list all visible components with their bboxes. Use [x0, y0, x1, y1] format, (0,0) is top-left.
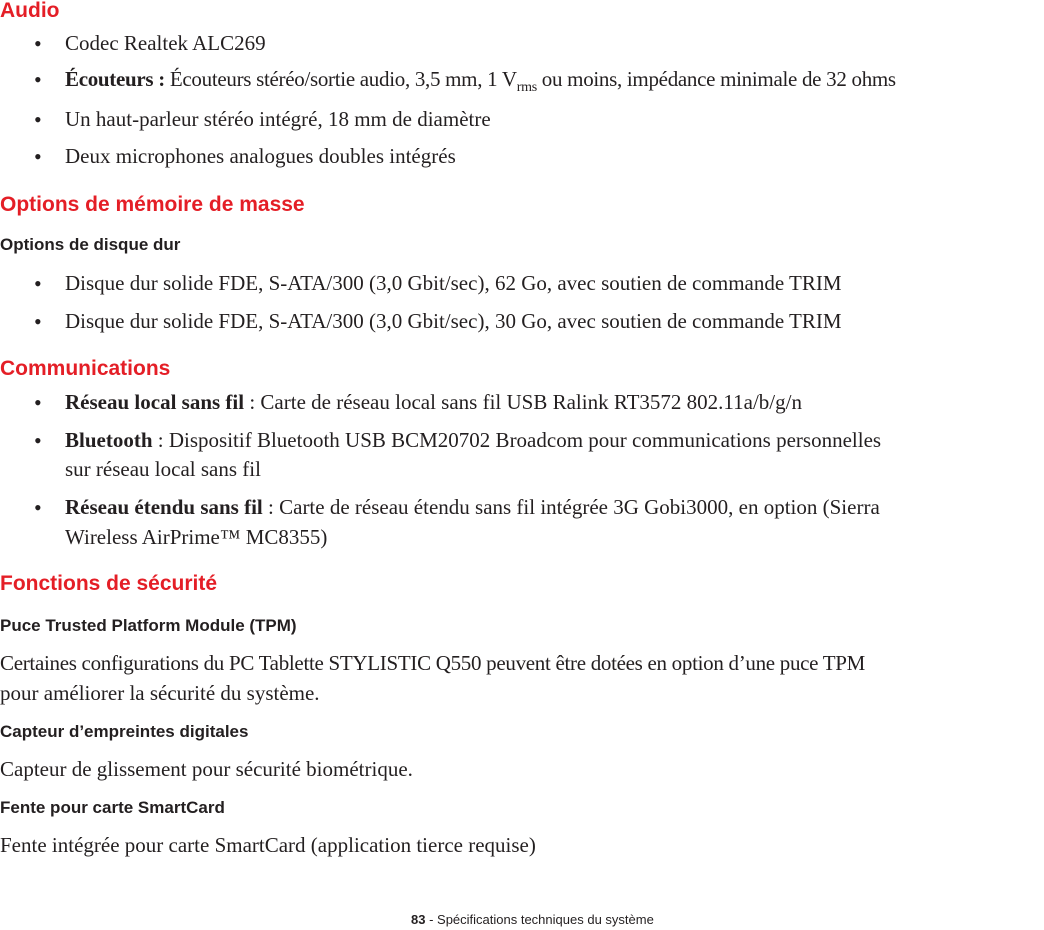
audio-item-headphones — [65, 67, 896, 95]
page-number: 83 — [411, 912, 426, 927]
bullet-icon: • — [34, 107, 42, 132]
subheading-hard-disk: Options de disque dur — [0, 235, 181, 254]
comm-item-wlan-term: Réseau local sans fil — [65, 390, 245, 414]
comm-item-wwan-text: : Carte de réseau étendu sans fil intégrée 3G Gobi3000, en option (Sierra — [262, 495, 880, 519]
bullet-icon: • — [34, 144, 42, 169]
audio-item-headphones-text-end: ou moins, impédance minimale de 32 ohms — [536, 67, 896, 91]
comm-item-bluetooth-term: Bluetooth — [65, 428, 153, 452]
bullet-icon: • — [34, 390, 42, 415]
comm-item-bluetooth — [65, 430, 881, 451]
section-heading-audio: Audio — [0, 0, 60, 22]
bullet-icon: • — [34, 271, 42, 296]
subheading-smartcard: Fente pour carte SmartCard — [0, 798, 225, 817]
audio-item-headphones-sub: rms — [516, 80, 537, 95]
tpm-paragraph-line-1: Certaines configurations du PC Tablette STYLISTIC Q550 peuvent être dotées en option d’une puce TPM — [0, 651, 866, 675]
fingerprint-paragraph: Capteur de glissement pour sécurité biométrique. — [0, 757, 413, 781]
subheading-tpm: Puce Trusted Platform Module (TPM) — [0, 616, 297, 635]
audio-item-codec: Codec Realtek ALC269 — [65, 31, 266, 55]
bullet-icon: • — [34, 309, 42, 334]
section-heading-storage: Options de mémoire de masse — [0, 193, 305, 216]
storage-item-62gb: Disque dur solide FDE, S-ATA/300 (3,0 Gbit/sec), 62 Go, avec soutien de commande TRIM — [65, 271, 842, 295]
bullet-icon: • — [34, 428, 42, 453]
footer-title: - Spécifications techniques du système — [425, 912, 654, 927]
comm-item-wwan — [65, 497, 880, 518]
bullet-icon: • — [34, 495, 42, 520]
comm-item-bluetooth-text: : Dispositif Bluetooth USB BCM20702 Broadcom pour communications personnelles — [152, 428, 882, 452]
page-footer — [411, 913, 654, 926]
comm-item-bluetooth-continuation: sur réseau local sans fil — [65, 457, 261, 481]
comm-item-wwan-continuation: Wireless AirPrime™ MC8355) — [65, 525, 328, 549]
section-heading-communications: Communications — [0, 357, 171, 380]
section-heading-security: Fonctions de sécurité — [0, 572, 218, 595]
audio-item-microphones: Deux microphones analogues doubles intégrés — [65, 144, 456, 168]
bullet-icon: • — [34, 67, 42, 92]
audio-item-speaker: Un haut-parleur stéréo intégré, 18 mm de diamètre — [65, 107, 491, 131]
smartcard-paragraph: Fente intégrée pour carte SmartCard (application tierce requise) — [0, 833, 536, 857]
bullet-icon: • — [34, 31, 42, 56]
comm-item-wwan-term: Réseau étendu sans fil — [65, 495, 263, 519]
comm-item-wlan — [65, 392, 802, 413]
storage-item-30gb: Disque dur solide FDE, S-ATA/300 (3,0 Gbit/sec), 30 Go, avec soutien de commande TRIM — [65, 309, 842, 333]
audio-item-headphones-text: Écouteurs stéréo/sortie audio, 3,5 mm, 1 V — [164, 67, 517, 91]
comm-item-wlan-text: : Carte de réseau local sans fil USB Ralink RT3572 802.11a/b/g/n — [244, 390, 802, 414]
subheading-fingerprint: Capteur d’empreintes digitales — [0, 722, 249, 741]
audio-item-headphones-term: Écouteurs : — [65, 67, 165, 91]
tpm-paragraph-line-2: pour améliorer la sécurité du système. — [0, 681, 320, 705]
